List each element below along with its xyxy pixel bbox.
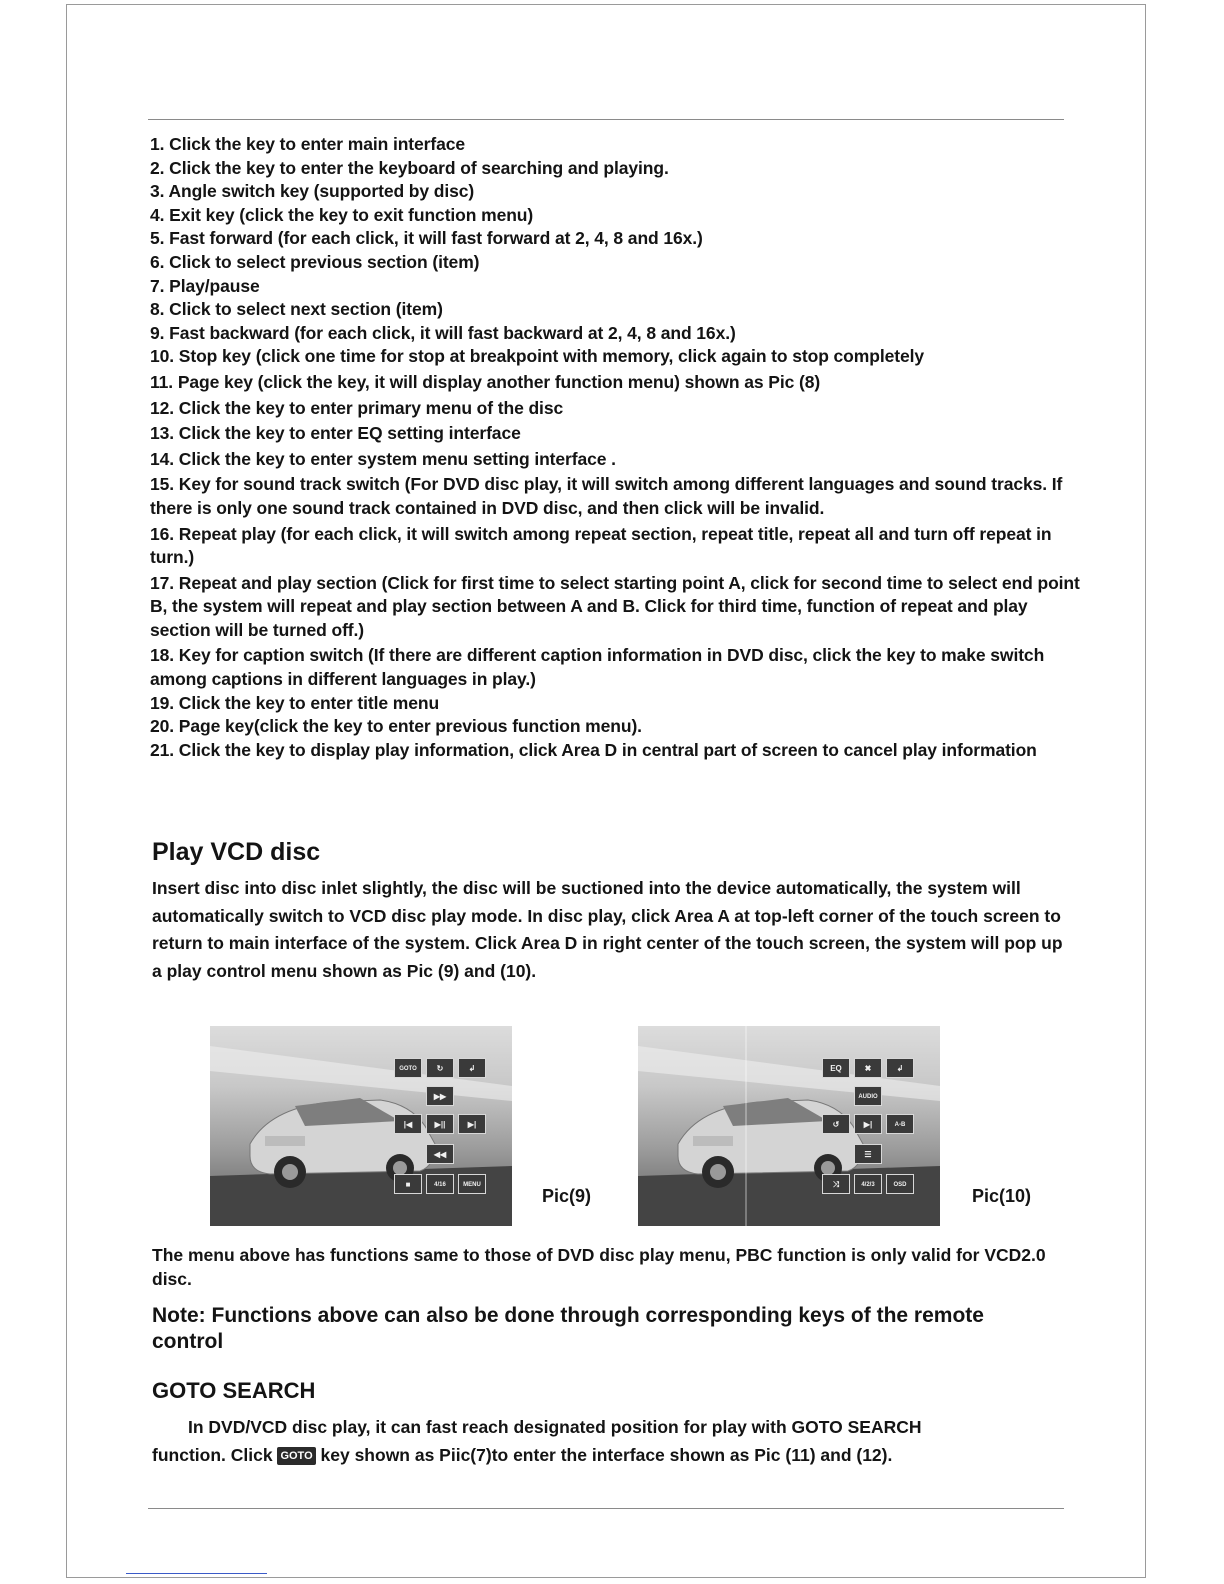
osd-button[interactable]: OSD xyxy=(886,1174,914,1194)
remote-note: Note: Functions above can also be done through corresponding keys of the remote control xyxy=(152,1304,984,1353)
stop-button[interactable]: ■ xyxy=(394,1174,422,1194)
pic9-label: Pic(9) xyxy=(542,1186,592,1206)
list-item: 9. Fast backward (for each click, it will fast backward at 2, 4, 8 and 16x.) xyxy=(150,322,736,343)
list-item: 10. Stop key (click one time for stop at breakpoint with memory, click again to stop completely xyxy=(150,346,924,367)
goto-key-icon: GOTO xyxy=(277,1447,315,1465)
pic10-label: Pic(10) xyxy=(972,1186,1032,1206)
exit-button[interactable]: ↲ xyxy=(458,1058,486,1078)
next-button[interactable]: ▶| xyxy=(458,1114,486,1134)
repeat-button[interactable]: ↺ xyxy=(822,1114,850,1134)
function-key-list xyxy=(150,133,1080,762)
menu-button[interactable]: MENU xyxy=(458,1174,486,1194)
subtitle-button[interactable]: ▶| xyxy=(854,1114,882,1134)
vcd-section xyxy=(152,838,1072,985)
menu-note-section xyxy=(152,1243,1072,1291)
list-item: 15. Key for sound track switch (For DVD disc play, it will switch among different languages and sound tracks. If there is only one sound track contained in DVD disc, and then click will be invalid. xyxy=(150,474,1063,518)
list-item: 20. Page key(click the key to enter previous function menu). xyxy=(150,716,642,737)
bottom-rule xyxy=(148,1508,1064,1509)
remote-note-section xyxy=(152,1303,992,1355)
list-item: 14. Click the key to enter system menu setting interface . xyxy=(150,448,616,469)
goto-line-2-pre: function. Click xyxy=(152,1444,273,1465)
pic9-screenshot xyxy=(210,1026,512,1226)
list-item: 16. Repeat play (for each click, it will switch among repeat section, repeat title, repeat all and turn off repeat in turn.) xyxy=(150,523,1052,568)
list-item: 3. Angle switch key (supported by disc) xyxy=(150,181,475,202)
goto-section xyxy=(152,1378,1072,1469)
settings-button[interactable]: ✖ xyxy=(854,1058,882,1078)
goto-line-2 xyxy=(152,1442,1072,1470)
eq-button[interactable]: EQ xyxy=(822,1058,850,1078)
angle-button[interactable]: ↻ xyxy=(426,1058,454,1078)
goto-heading: GOTO SEARCH xyxy=(152,1378,316,1403)
list-item: 4. Exit key (click the key to exit function menu) xyxy=(150,204,534,225)
ab-repeat-button[interactable]: A-B xyxy=(886,1114,914,1134)
footer-link-underline xyxy=(126,1573,267,1574)
fast-forward-button[interactable]: ▶▶ xyxy=(426,1086,454,1106)
shuffle-button[interactable]: ⤨ xyxy=(822,1174,850,1194)
fast-backward-button[interactable]: ◀◀ xyxy=(426,1144,454,1164)
list-item: 19. Click the key to enter title menu xyxy=(150,692,440,713)
return-button[interactable]: ↲ xyxy=(886,1058,914,1078)
page-button[interactable]: 4/16 xyxy=(426,1174,454,1194)
goto-button[interactable]: GOTO xyxy=(394,1058,422,1078)
vcd-heading: Play VCD disc xyxy=(152,838,321,866)
title-button[interactable]: ☰ xyxy=(854,1144,882,1164)
list-item: 5. Fast forward (for each click, it will fast forward at 2, 4, 8 and 16x.) xyxy=(150,228,703,249)
list-item: 8. Click to select next section (item) xyxy=(150,299,443,320)
play-pause-button[interactable]: ▶|| xyxy=(426,1114,454,1134)
goto-line-1: In DVD/VCD disc play, it can fast reach designated position for play with GOTO SEARCH xyxy=(188,1417,922,1437)
list-item: 2. Click the key to enter the keyboard of searching and playing. xyxy=(150,157,669,178)
list-item: 17. Repeat and play section (Click for first time to select starting point A, click for second time to select end point B, the system will repeat and play section between A and B. Click for third time, function of repeat and play section will be turned off.) xyxy=(150,572,1080,640)
previous-button[interactable]: |◀ xyxy=(394,1114,422,1134)
list-item: 11. Page key (click the key, it will display another function menu) shown as Pic (8) xyxy=(150,371,821,392)
list-item: 13. Click the key to enter EQ setting interface xyxy=(150,423,521,444)
goto-line-2-post: key shown as Piic(7)to enter the interface shown as Pic (11) and (12). xyxy=(320,1444,893,1465)
top-rule xyxy=(148,119,1064,120)
list-item: 7. Play/pause xyxy=(150,275,260,296)
list-item: 6. Click to select previous section (item) xyxy=(150,251,480,272)
list-item: 1. Click the key to enter main interface xyxy=(150,134,466,154)
menu-note: The menu above has functions same to those of DVD disc play menu, PBC function is only valid for VCD2.0 disc. xyxy=(152,1245,1046,1289)
list-item: 21. Click the key to display play information, click Area D in central part of screen to cancel play information xyxy=(150,739,1037,760)
audio-button[interactable]: AUDIO xyxy=(854,1086,882,1106)
vcd-paragraph: Insert disc into disc inlet slightly, the disc will be suctioned into the device automatically, the system will automatically switch to VCD disc play mode. In disc play, click Area A at top-left corner of the touch screen to return to main interface of the system. Click Area D in right center of the touch screen, the system will pop up a play control menu shown as Pic (9) and (10). xyxy=(152,878,1063,981)
list-item: 12. Click the key to enter primary menu of the disc xyxy=(150,397,564,418)
page-back-button[interactable]: 4/2/3 xyxy=(854,1174,882,1194)
list-item: 18. Key for caption switch (If there are different caption information in DVD disc, click the key to make switch among captions in different languages in play.) xyxy=(150,645,1045,690)
pic10-screenshot xyxy=(638,1026,940,1226)
